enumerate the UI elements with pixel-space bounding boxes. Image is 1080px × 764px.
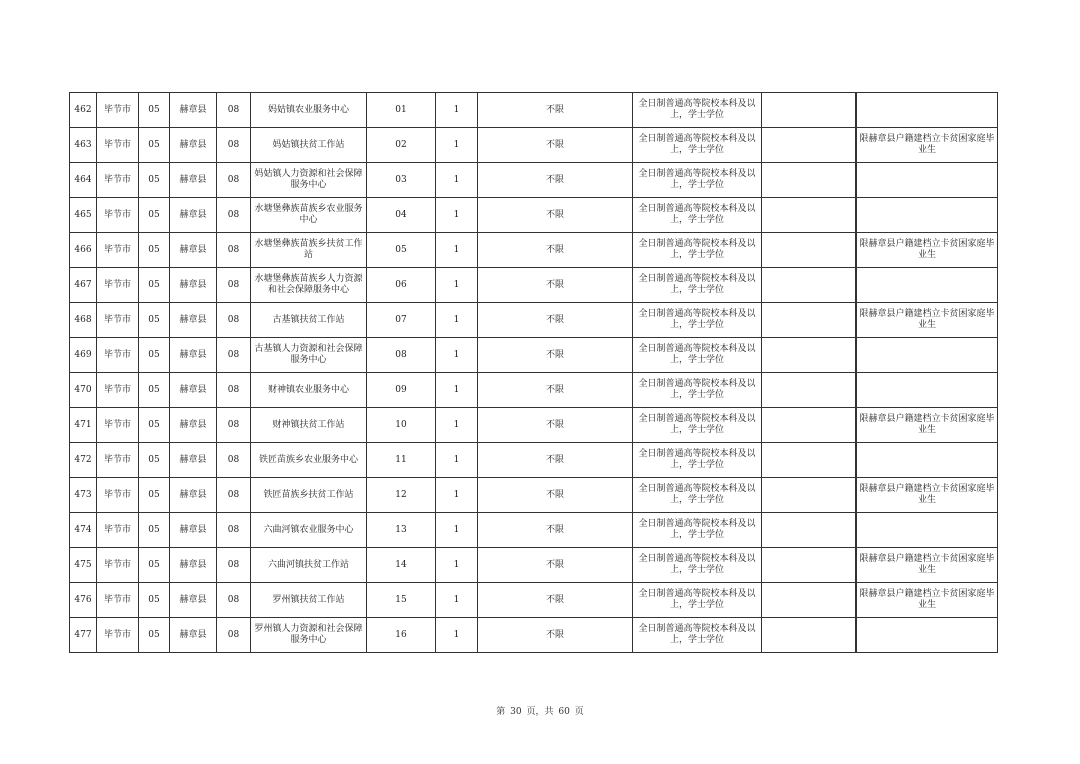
cell-extra <box>762 583 856 618</box>
cell-extra <box>762 443 856 478</box>
cell-position-code: 09 <box>367 373 436 408</box>
cell-major: 不限 <box>478 548 633 583</box>
cell-county-code: 08 <box>217 268 251 303</box>
cell-extra <box>762 478 856 513</box>
cell-no: 467 <box>70 268 97 303</box>
cell-no: 470 <box>70 373 97 408</box>
cell-city: 毕节市 <box>97 268 139 303</box>
cell-county-code: 08 <box>217 583 251 618</box>
cell-county-code: 08 <box>217 338 251 373</box>
cell-city: 毕节市 <box>97 618 139 653</box>
cell-city-code: 05 <box>139 583 170 618</box>
cell-no: 463 <box>70 128 97 163</box>
cell-education: 全日制普通高等院校本科及以上，学士学位 <box>633 128 762 163</box>
cell-unit: 六曲河镇扶贫工作站 <box>251 548 367 583</box>
cell-county: 赫章县 <box>170 478 217 513</box>
cell-city: 毕节市 <box>97 303 139 338</box>
cell-remark <box>857 338 998 373</box>
cell-extra <box>762 548 856 583</box>
footer-middle: 页，共 <box>526 707 554 717</box>
cell-county: 赫章县 <box>170 583 217 618</box>
table-row <box>70 373 998 408</box>
cell-count: 1 <box>436 338 478 373</box>
cell-city-code: 05 <box>139 478 170 513</box>
cell-count: 1 <box>436 478 478 513</box>
table-row <box>70 618 998 653</box>
cell-count: 1 <box>436 373 478 408</box>
cell-city-code: 05 <box>139 408 170 443</box>
cell-city-code: 05 <box>139 163 170 198</box>
cell-count: 1 <box>436 93 478 128</box>
cell-county: 赫章县 <box>170 408 217 443</box>
table-row <box>70 583 998 618</box>
table-row <box>70 338 998 373</box>
cell-position-code: 11 <box>367 443 436 478</box>
cell-city-code: 05 <box>139 93 170 128</box>
cell-unit: 妈姑镇人力资源和社会保障服务中心 <box>251 163 367 198</box>
cell-education: 全日制普通高等院校本科及以上，学士学位 <box>633 163 762 198</box>
cell-count: 1 <box>436 408 478 443</box>
cell-major: 不限 <box>478 478 633 513</box>
cell-county-code: 08 <box>217 303 251 338</box>
cell-county-code: 08 <box>217 128 251 163</box>
cell-position-code: 03 <box>367 163 436 198</box>
cell-city: 毕节市 <box>97 373 139 408</box>
cell-extra <box>762 233 856 268</box>
cell-city-code: 05 <box>139 303 170 338</box>
cell-no: 465 <box>70 198 97 233</box>
cell-remark: 限赫章县户籍建档立卡贫困家庭毕业生 <box>857 233 998 268</box>
cell-position-code: 05 <box>367 233 436 268</box>
cell-unit: 罗州镇扶贫工作站 <box>251 583 367 618</box>
table-row <box>70 198 998 233</box>
cell-extra <box>762 513 856 548</box>
cell-major: 不限 <box>478 618 633 653</box>
cell-county-code: 08 <box>217 373 251 408</box>
cell-remark: 限赫章县户籍建档立卡贫困家庭毕业生 <box>857 548 998 583</box>
cell-unit: 铁匠苗族乡农业服务中心 <box>251 443 367 478</box>
cell-extra <box>762 303 856 338</box>
cell-remark <box>857 93 998 128</box>
cell-education: 全日制普通高等院校本科及以上，学士学位 <box>633 93 762 128</box>
cell-no: 468 <box>70 303 97 338</box>
cell-city: 毕节市 <box>97 548 139 583</box>
cell-education: 全日制普通高等院校本科及以上，学士学位 <box>633 373 762 408</box>
cell-county: 赫章县 <box>170 513 217 548</box>
cell-count: 1 <box>436 583 478 618</box>
table-row <box>70 128 998 163</box>
cell-count: 1 <box>436 268 478 303</box>
cell-position-code: 10 <box>367 408 436 443</box>
table-row <box>70 303 998 338</box>
cell-unit: 六曲河镇农业服务中心 <box>251 513 367 548</box>
cell-education: 全日制普通高等院校本科及以上，学士学位 <box>633 303 762 338</box>
cell-city: 毕节市 <box>97 408 139 443</box>
cell-city-code: 05 <box>139 548 170 583</box>
table-row <box>70 233 998 268</box>
cell-extra <box>762 198 856 233</box>
cell-city: 毕节市 <box>97 198 139 233</box>
cell-extra <box>762 618 856 653</box>
cell-count: 1 <box>436 303 478 338</box>
cell-education: 全日制普通高等院校本科及以上，学士学位 <box>633 198 762 233</box>
cell-county: 赫章县 <box>170 618 217 653</box>
footer-suffix: 页 <box>574 707 584 717</box>
cell-remark <box>857 513 998 548</box>
cell-city-code: 05 <box>139 268 170 303</box>
cell-city: 毕节市 <box>97 128 139 163</box>
cell-education: 全日制普通高等院校本科及以上，学士学位 <box>633 513 762 548</box>
cell-county-code: 08 <box>217 198 251 233</box>
cell-remark <box>857 443 998 478</box>
cell-unit: 财神镇扶贫工作站 <box>251 408 367 443</box>
cell-major: 不限 <box>478 128 633 163</box>
cell-county-code: 08 <box>217 93 251 128</box>
cell-count: 1 <box>436 163 478 198</box>
cell-extra <box>762 373 856 408</box>
cell-unit: 妈姑镇农业服务中心 <box>251 93 367 128</box>
cell-count: 1 <box>436 618 478 653</box>
cell-county: 赫章县 <box>170 268 217 303</box>
cell-city: 毕节市 <box>97 583 139 618</box>
cell-position-code: 01 <box>367 93 436 128</box>
cell-unit: 妈姑镇扶贫工作站 <box>251 128 367 163</box>
cell-city-code: 05 <box>139 513 170 548</box>
cell-unit: 罗州镇人力资源和社会保障服务中心 <box>251 618 367 653</box>
cell-unit: 古基镇人力资源和社会保障服务中心 <box>251 338 367 373</box>
cell-major: 不限 <box>478 303 633 338</box>
cell-county: 赫章县 <box>170 443 217 478</box>
cell-major: 不限 <box>478 93 633 128</box>
cell-position-code: 08 <box>367 338 436 373</box>
cell-remark <box>857 268 998 303</box>
cell-unit: 水塘堡彝族苗族乡人力资源和社会保障服务中心 <box>251 268 367 303</box>
cell-major: 不限 <box>478 268 633 303</box>
table-row <box>70 478 998 513</box>
cell-remark: 限赫章县户籍建档立卡贫困家庭毕业生 <box>857 128 998 163</box>
cell-position-code: 16 <box>367 618 436 653</box>
table-row <box>70 163 998 198</box>
table-row <box>70 408 998 443</box>
cell-county: 赫章县 <box>170 548 217 583</box>
cell-city: 毕节市 <box>97 233 139 268</box>
cell-city: 毕节市 <box>97 443 139 478</box>
table-row <box>70 268 998 303</box>
cell-position-code: 06 <box>367 268 436 303</box>
cell-city: 毕节市 <box>97 93 139 128</box>
cell-city-code: 05 <box>139 233 170 268</box>
cell-remark <box>857 618 998 653</box>
cell-city-code: 05 <box>139 618 170 653</box>
cell-no: 477 <box>70 618 97 653</box>
cell-county-code: 08 <box>217 233 251 268</box>
cell-position-code: 07 <box>367 303 436 338</box>
cell-count: 1 <box>436 513 478 548</box>
recruitment-table <box>69 92 998 653</box>
cell-major: 不限 <box>478 513 633 548</box>
cell-remark: 限赫章县户籍建档立卡贫困家庭毕业生 <box>857 408 998 443</box>
cell-no: 475 <box>70 548 97 583</box>
cell-major: 不限 <box>478 373 633 408</box>
cell-count: 1 <box>436 233 478 268</box>
cell-city-code: 05 <box>139 443 170 478</box>
table-row <box>70 93 998 128</box>
footer-total-pages: 60 <box>558 707 570 717</box>
cell-county: 赫章县 <box>170 373 217 408</box>
cell-extra <box>762 128 856 163</box>
cell-city-code: 05 <box>139 373 170 408</box>
cell-count: 1 <box>436 198 478 233</box>
cell-count: 1 <box>436 128 478 163</box>
cell-county-code: 08 <box>217 163 251 198</box>
cell-position-code: 02 <box>367 128 436 163</box>
cell-city: 毕节市 <box>97 163 139 198</box>
cell-no: 471 <box>70 408 97 443</box>
cell-extra <box>762 268 856 303</box>
cell-county: 赫章县 <box>170 163 217 198</box>
cell-count: 1 <box>436 548 478 583</box>
cell-no: 462 <box>70 93 97 128</box>
cell-city-code: 05 <box>139 198 170 233</box>
cell-city-code: 05 <box>139 338 170 373</box>
cell-county-code: 08 <box>217 548 251 583</box>
cell-county-code: 08 <box>217 478 251 513</box>
cell-no: 473 <box>70 478 97 513</box>
cell-position-code: 14 <box>367 548 436 583</box>
cell-no: 469 <box>70 338 97 373</box>
cell-education: 全日制普通高等院校本科及以上，学士学位 <box>633 548 762 583</box>
cell-city: 毕节市 <box>97 478 139 513</box>
cell-county-code: 08 <box>217 618 251 653</box>
cell-unit: 水塘堡彝族苗族乡扶贫工作站 <box>251 233 367 268</box>
page-footer <box>0 704 1080 717</box>
cell-major: 不限 <box>478 198 633 233</box>
cell-extra <box>762 163 856 198</box>
cell-education: 全日制普通高等院校本科及以上，学士学位 <box>633 268 762 303</box>
cell-remark <box>857 373 998 408</box>
cell-no: 466 <box>70 233 97 268</box>
cell-county-code: 08 <box>217 443 251 478</box>
cell-no: 472 <box>70 443 97 478</box>
cell-unit: 古基镇扶贫工作站 <box>251 303 367 338</box>
table-row <box>70 443 998 478</box>
cell-position-code: 15 <box>367 583 436 618</box>
cell-position-code: 04 <box>367 198 436 233</box>
cell-position-code: 12 <box>367 478 436 513</box>
cell-county: 赫章县 <box>170 233 217 268</box>
cell-major: 不限 <box>478 583 633 618</box>
cell-education: 全日制普通高等院校本科及以上，学士学位 <box>633 408 762 443</box>
cell-education: 全日制普通高等院校本科及以上，学士学位 <box>633 583 762 618</box>
cell-county: 赫章县 <box>170 338 217 373</box>
cell-city: 毕节市 <box>97 513 139 548</box>
cell-major: 不限 <box>478 338 633 373</box>
cell-remark: 限赫章县户籍建档立卡贫困家庭毕业生 <box>857 303 998 338</box>
cell-extra <box>762 408 856 443</box>
cell-city-code: 05 <box>139 128 170 163</box>
cell-unit: 水塘堡彝族苗族乡农业服务中心 <box>251 198 367 233</box>
cell-position-code: 13 <box>367 513 436 548</box>
footer-page-number: 30 <box>510 707 522 717</box>
cell-education: 全日制普通高等院校本科及以上，学士学位 <box>633 233 762 268</box>
cell-county: 赫章县 <box>170 128 217 163</box>
cell-extra <box>762 93 856 128</box>
cell-major: 不限 <box>478 163 633 198</box>
cell-major: 不限 <box>478 408 633 443</box>
cell-city: 毕节市 <box>97 338 139 373</box>
cell-unit: 财神镇农业服务中心 <box>251 373 367 408</box>
cell-major: 不限 <box>478 233 633 268</box>
cell-remark <box>857 198 998 233</box>
cell-county: 赫章县 <box>170 198 217 233</box>
table-body <box>70 93 998 653</box>
cell-no: 474 <box>70 513 97 548</box>
cell-remark: 限赫章县户籍建档立卡贫困家庭毕业生 <box>857 478 998 513</box>
cell-county: 赫章县 <box>170 93 217 128</box>
cell-count: 1 <box>436 443 478 478</box>
cell-county-code: 08 <box>217 513 251 548</box>
cell-county: 赫章县 <box>170 303 217 338</box>
cell-no: 464 <box>70 163 97 198</box>
cell-education: 全日制普通高等院校本科及以上，学士学位 <box>633 443 762 478</box>
cell-education: 全日制普通高等院校本科及以上，学士学位 <box>633 478 762 513</box>
cell-education: 全日制普通高等院校本科及以上，学士学位 <box>633 618 762 653</box>
footer-prefix: 第 <box>496 707 506 717</box>
cell-major: 不限 <box>478 443 633 478</box>
cell-unit: 铁匠苗族乡扶贫工作站 <box>251 478 367 513</box>
cell-remark <box>857 163 998 198</box>
cell-county-code: 08 <box>217 408 251 443</box>
table-row <box>70 513 998 548</box>
cell-remark: 限赫章县户籍建档立卡贫困家庭毕业生 <box>857 583 998 618</box>
cell-extra <box>762 338 856 373</box>
cell-education: 全日制普通高等院校本科及以上，学士学位 <box>633 338 762 373</box>
cell-no: 476 <box>70 583 97 618</box>
table-row <box>70 548 998 583</box>
